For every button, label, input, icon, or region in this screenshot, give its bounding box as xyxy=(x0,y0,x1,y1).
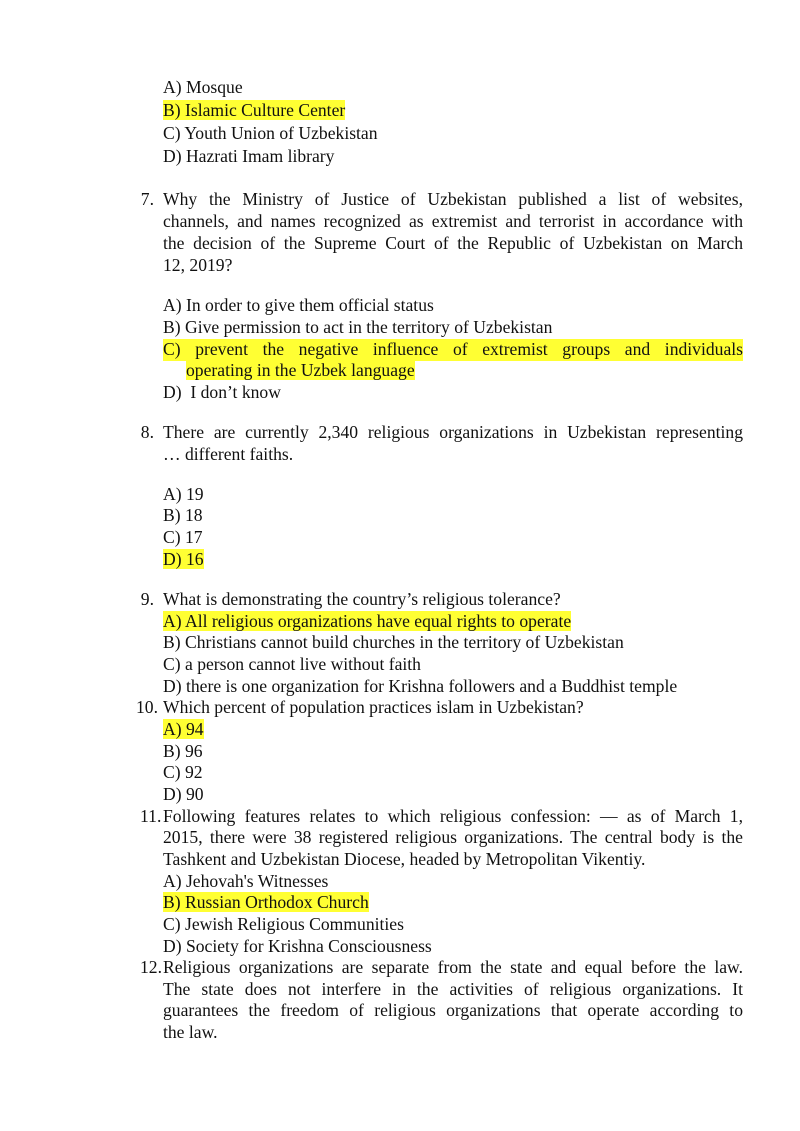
option-c: C) 17 xyxy=(163,527,203,547)
question-number: 7. xyxy=(140,189,154,209)
option-d: D) Hazrati Imam library xyxy=(163,146,335,166)
option-d: D) Society for Krishna Consciousness xyxy=(163,936,432,956)
option-b: B) Give permission to act in the territory of Uzbekistan xyxy=(163,317,553,337)
question-number: 11. xyxy=(140,806,162,826)
option-c: C) 92 xyxy=(163,762,203,782)
option-b-answer: B) Russian Orthodox Church xyxy=(163,892,369,912)
option-a: A) 19 xyxy=(163,484,204,504)
question-number: 12. xyxy=(140,957,162,977)
question-text-line: 12, 2019? xyxy=(163,255,233,275)
option-a-answer: A) All religious organizations have equal rights to operate xyxy=(163,611,572,631)
question-text-line: The state does not interfere in the activities of religious organizations. It xyxy=(163,979,743,999)
question-text-line: Which percent of population practices islam in Uzbekistan? xyxy=(163,697,584,717)
option-a: A) Mosque xyxy=(163,77,243,97)
question-text-line: 2015, there were 38 registered religious organizations. The central body is the xyxy=(163,827,743,847)
question-text-line: Following features relates to which religious confession: — as of March 1, xyxy=(163,806,743,826)
question-text-line: channels, and names recognized as extremist and terrorist in accordance with xyxy=(163,211,743,231)
question-number: 8. xyxy=(140,422,154,442)
option-b: B) 96 xyxy=(163,741,203,761)
question-text-line: guarantees the freedom of religious organizations that operate according to xyxy=(163,1000,743,1020)
question-text-line: the law. xyxy=(163,1022,218,1042)
question-text-line: Tashkent and Uzbekistan Diocese, headed by Metropolitan Vikentiy. xyxy=(163,849,646,869)
option-c-answer: C) prevent the negative influence of extremist groups and individuals xyxy=(163,339,743,359)
question-number: 10. xyxy=(136,697,158,717)
option-b: B) Christians cannot build churches in the territory of Uzbekistan xyxy=(163,632,624,652)
question-number: 9. xyxy=(140,589,154,609)
option-d: D) I don’t know xyxy=(163,382,281,402)
question-text-line: There are currently 2,340 religious organizations in Uzbekistan representing xyxy=(163,422,743,442)
option-c-answer-continued: operating in the Uzbek language xyxy=(186,360,415,380)
question-text-line: the decision of the Supreme Court of the Republic of Uzbekistan on March xyxy=(163,233,743,253)
option-b-answer: B) Islamic Culture Center xyxy=(163,100,346,120)
option-a: A) Jehovah's Witnesses xyxy=(163,871,329,891)
question-text-line: … different faiths. xyxy=(163,444,294,464)
question-text-line: Why the Ministry of Justice of Uzbekistan published a list of websites, xyxy=(163,189,743,209)
option-c: C) a person cannot live without faith xyxy=(163,654,421,674)
option-b: B) 18 xyxy=(163,505,203,525)
option-d: D) 90 xyxy=(163,784,204,804)
option-c: C) Youth Union of Uzbekistan xyxy=(163,123,378,143)
question-text-line: Religious organizations are separate from the state and equal before the law. xyxy=(163,957,743,977)
option-a: A) In order to give them official status xyxy=(163,295,434,315)
option-c: C) Jewish Religious Communities xyxy=(163,914,404,934)
option-a-answer: A) 94 xyxy=(163,719,204,739)
option-d: D) there is one organization for Krishna followers and a Buddhist temple xyxy=(163,676,678,696)
question-text-line: What is demonstrating the country’s religious tolerance? xyxy=(163,589,561,609)
option-d-answer: D) 16 xyxy=(163,549,204,569)
